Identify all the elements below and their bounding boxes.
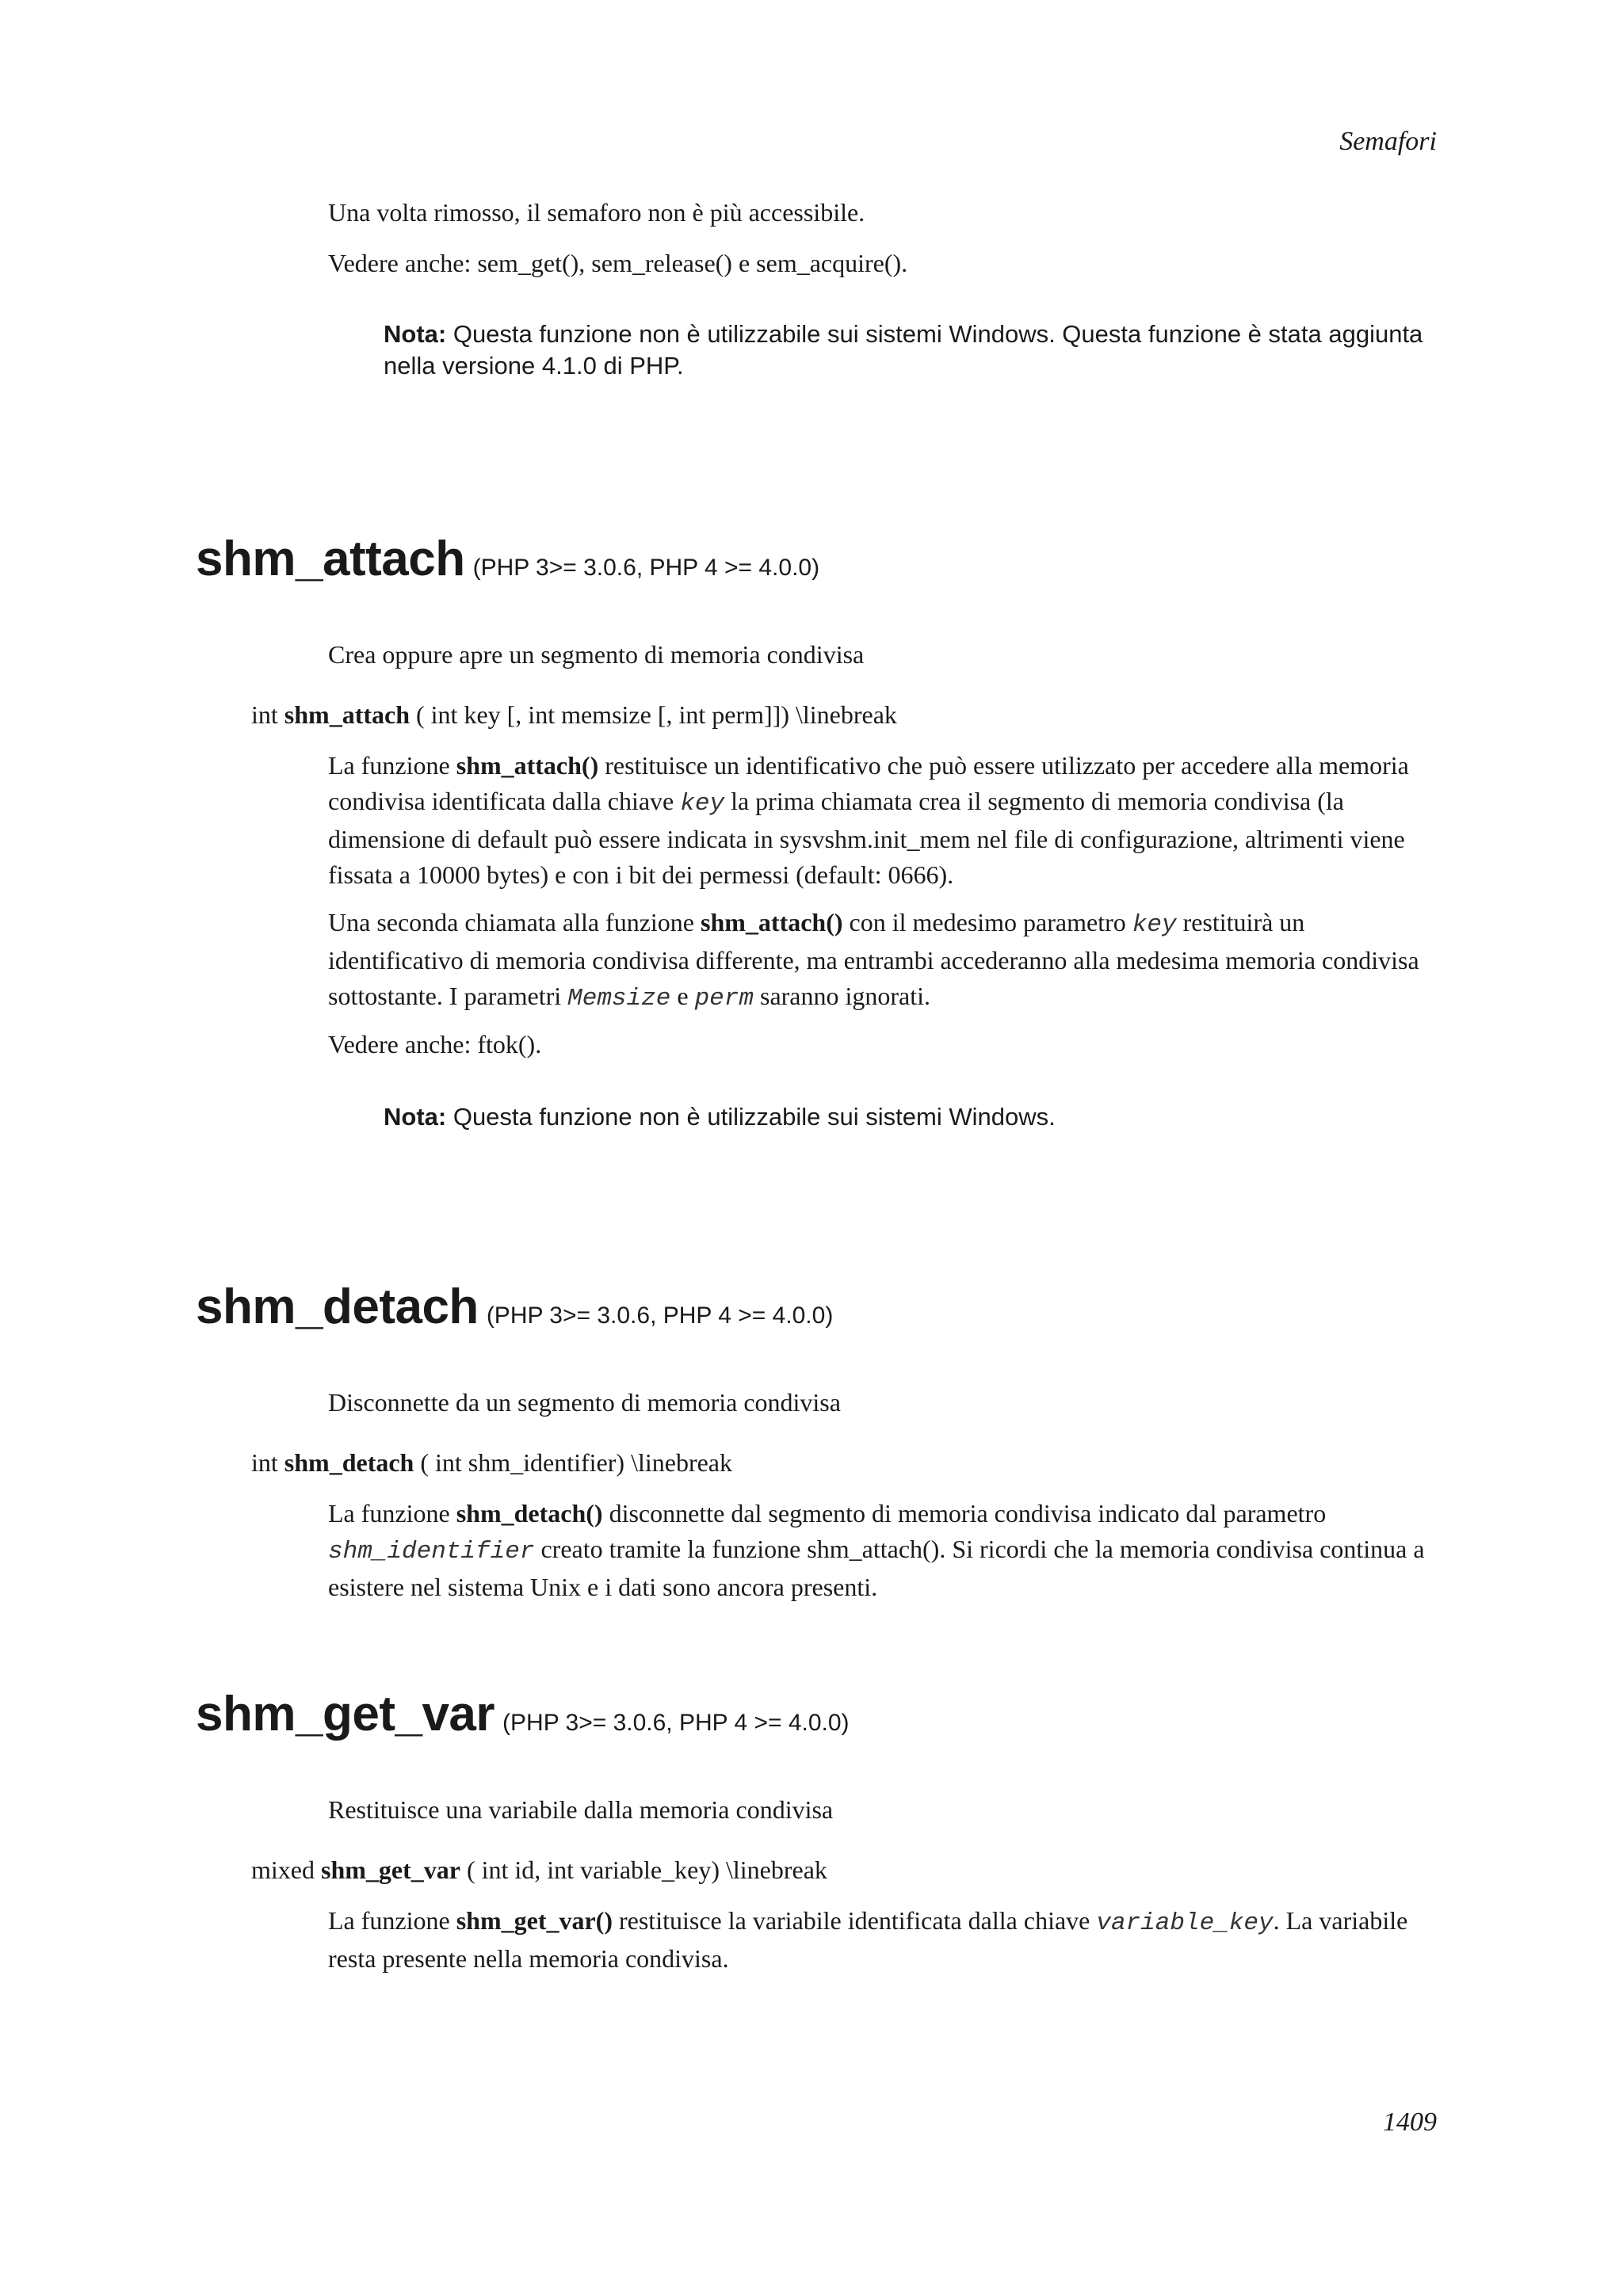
see-also-sem: Vedere anche: sem_get(), sem_release() e sem_acquire(). xyxy=(328,249,908,277)
parameter-key: key xyxy=(680,790,725,818)
return-type: mixed xyxy=(251,1855,321,1884)
text: Una seconda chiamata alla funzione xyxy=(328,908,701,936)
shm-attach-description xyxy=(328,748,1430,893)
page-number: 1409 xyxy=(1383,2107,1437,2137)
function-ref: shm_get_var() xyxy=(456,1906,613,1935)
synopsis-args: ( int shm_identifier) \linebreak xyxy=(414,1448,732,1477)
synopsis-function-name: shm_attach xyxy=(284,700,410,729)
text: la prima chiamata crea il segmento di memoria condivisa (la dimensione di default può essere indicata in sysvshm.init_mem nel file di configurazione, altrimenti viene fissata a 10000 bytes) e con i bit dei permessi (default: 0666). xyxy=(328,787,1405,889)
text: con il medesimo parametro xyxy=(842,908,1132,936)
note-text: Questa funzione non è utilizzabile sui sistemi Windows. xyxy=(446,1103,1056,1131)
shm-detach-purpose: Disconnette da un segmento di memoria condivisa xyxy=(328,1388,841,1417)
note-windows xyxy=(384,1101,1438,1133)
return-type: int xyxy=(251,1448,285,1477)
text: saranno ignorati. xyxy=(753,982,931,1010)
see-also-ftok: Vedere anche: ftok(). xyxy=(328,1030,542,1058)
text: e xyxy=(670,982,695,1010)
shm-attach-heading xyxy=(196,531,819,587)
synopsis-args: ( int id, int variable_key) \linebreak xyxy=(460,1855,827,1884)
shm-detach-heading xyxy=(196,1279,833,1335)
text: La funzione xyxy=(328,751,456,780)
shm-attach-synopsis xyxy=(251,700,897,730)
function-name: shm_detach xyxy=(196,1280,479,1334)
function-ref: shm_attach() xyxy=(701,908,843,936)
note-label: Nota: xyxy=(384,320,447,348)
text: restituirà un identificativo di memoria condivisa differente, ma entrambi accederanno alla medesima memoria condivisa sottostante. I parametri xyxy=(328,908,1419,1010)
text: disconnette dal segmento di memoria condivisa indicato dal parametro xyxy=(602,1499,1327,1527)
function-name: shm_attach xyxy=(196,532,465,586)
function-name: shm_get_var xyxy=(196,1687,495,1741)
note-text: Questa funzione non è utilizzabile sui sistemi Windows. Questa funzione è stata aggiunta nella versione 4.1.0 di PHP. xyxy=(384,320,1423,379)
shm-get-var-description xyxy=(328,1903,1430,1977)
text: restituisce un identificativo che può essere utilizzato per accedere alla memoria condivisa identificata dalla chiave xyxy=(328,751,1409,815)
synopsis-function-name: shm_get_var xyxy=(320,1855,460,1884)
return-type: int xyxy=(251,700,285,729)
parameter-memsize: Memsize xyxy=(567,985,671,1013)
text: restituisce la variabile identificata dalla chiave xyxy=(612,1906,1097,1935)
synopsis-function-name: shm_detach xyxy=(284,1448,414,1477)
text: La funzione xyxy=(328,1499,456,1527)
parameter-variable-key: variable_key xyxy=(1096,1909,1274,1937)
text: . La variabile resta presente nella memoria condivisa. xyxy=(328,1906,1408,1973)
text: creato tramite la funzione shm_attach(). Si ricordi che la memoria condivisa continua a esistere nel sistema Unix e i dati sono ancora presenti. xyxy=(328,1535,1425,1601)
parameter-shm-identifier: shm_identifier xyxy=(328,1538,535,1566)
removal-paragraph: Una volta rimosso, il semaforo non è più accessibile. xyxy=(328,198,865,227)
shm-detach-description xyxy=(328,1496,1430,1605)
note-windows-version xyxy=(384,318,1438,382)
version-info: (PHP 3>= 3.0.6, PHP 4 >= 4.0.0) xyxy=(486,1302,834,1329)
parameter-perm: perm xyxy=(694,985,754,1013)
shm-attach-second-call xyxy=(328,905,1430,1016)
shm-attach-purpose: Crea oppure apre un segmento di memoria condivisa xyxy=(328,640,865,669)
synopsis-args: ( int key [, int memsize [, int perm]]) \linebreak xyxy=(410,700,897,729)
running-header: Semafori xyxy=(1339,127,1437,156)
shm-get-var-synopsis xyxy=(251,1855,827,1885)
shm-get-var-heading xyxy=(196,1686,850,1742)
shm-get-var-purpose: Restituisce una variabile dalla memoria condivisa xyxy=(328,1795,834,1824)
version-info: (PHP 3>= 3.0.6, PHP 4 >= 4.0.0) xyxy=(472,555,820,581)
shm-detach-synopsis xyxy=(251,1448,732,1478)
parameter-key: key xyxy=(1132,911,1177,939)
function-ref: shm_attach() xyxy=(456,751,599,780)
text: La funzione xyxy=(328,1906,456,1935)
version-info: (PHP 3>= 3.0.6, PHP 4 >= 4.0.0) xyxy=(502,1710,850,1736)
note-label: Nota: xyxy=(384,1103,447,1131)
function-ref: shm_detach() xyxy=(456,1499,603,1527)
